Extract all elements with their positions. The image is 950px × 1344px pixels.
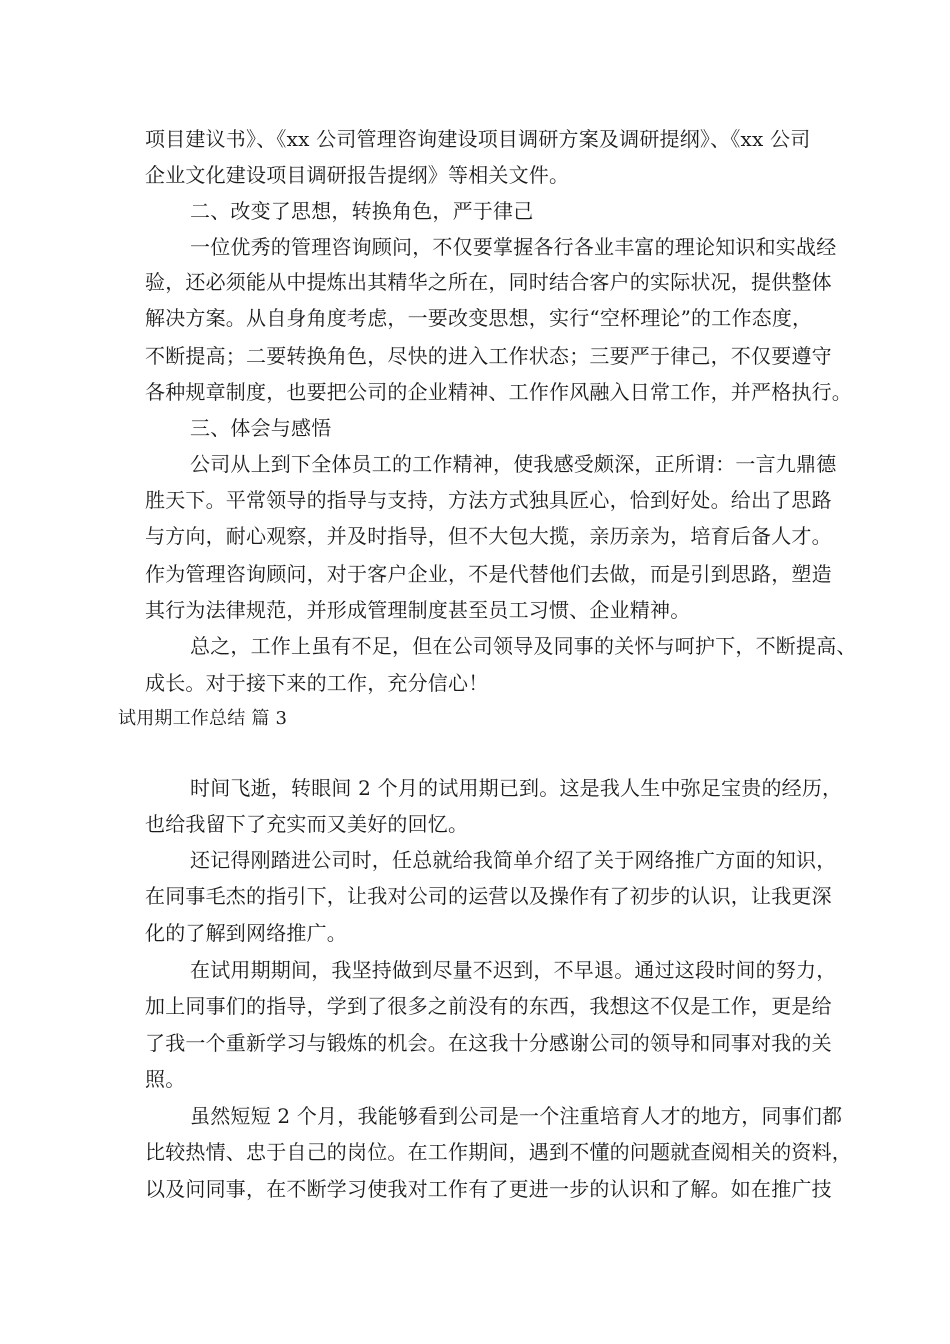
text-line: 加上同事们的指导，学到了很多之前没有的东西，我想这不仅是工作，更是给 xyxy=(145,994,832,1018)
text-line: 验，还必须能从中提炼出其精华之所在，同时结合客户的实际状况，提供整体 xyxy=(145,270,832,294)
text-line: 在试用期期间，我坚持做到尽量不迟到，不早退。通过这段时间的努力， xyxy=(190,958,837,982)
section-title: 试用期工作总结 篇 3 xyxy=(118,708,288,729)
text-line: 虽然短短 2 个月，我能够看到公司是一个注重培育人才的地方，同事们都 xyxy=(190,1104,843,1128)
section-heading: 三、体会与感悟 xyxy=(190,416,332,440)
text-line: 化的了解到网络推广。 xyxy=(145,921,347,945)
text-line: 时间飞逝，转眼间 2 个月的试用期已到。这是我人生中弥足宝贵的经历， xyxy=(190,776,843,800)
text-line: 一位优秀的管理咨询顾问，不仅要掌握各行各业丰富的理论知识和实战经 xyxy=(190,235,837,259)
section-heading: 二、改变了思想，转换角色，严于律己 xyxy=(190,199,534,223)
text-line: 还记得刚踏进公司时，任总就给我简单介绍了关于网络推广方面的知识， xyxy=(190,848,837,872)
text-line: 比较热情、忠于自己的岗位。在工作期间，遇到不懂的问题就查阅相关的资料， xyxy=(145,1140,852,1164)
text-line: 企业文化建设项目调研报告提纲》等相关文件。 xyxy=(145,163,570,187)
text-line: 在同事毛杰的指引下，让我对公司的运营以及操作有了初步的认识，让我更深 xyxy=(145,884,832,908)
text-line: 总之，工作上虽有不足，但在公司领导及同事的关怀与呵护下，不断提高、 xyxy=(190,634,857,658)
text-line: 项目建议书》、《xx 公司管理咨询建设项目调研方案及调研提纲》、《xx 公司 xyxy=(145,127,811,151)
text-line: 与方向，耐心观察，并及时指导，但不大包大揽，亲历亲为，培育后备人才。 xyxy=(145,524,832,548)
text-line: 各种规章制度，也要把公司的企业精神、工作作风融入日常工作，并严格执行。 xyxy=(145,380,852,404)
text-line: 以及问同事，在不断学习使我对工作有了更进一步的认识和了解。如在推广技 xyxy=(145,1177,832,1201)
text-line: 照。 xyxy=(145,1067,186,1091)
text-line: 成长。对于接下来的工作，充分信心！ xyxy=(145,671,489,695)
text-line: 也给我留下了充实而又美好的回忆。 xyxy=(145,812,469,836)
text-line: 解决方案。从自身角度考虑，一要改变思想，实行“空杯理论”的工作态度， xyxy=(145,306,813,330)
text-line: 其行为法律规范，并形成管理制度甚至员工习惯、企业精神。 xyxy=(145,598,691,622)
text-line: 胜天下。平常领导的指导与支持，方法方式独具匠心，恰到好处。给出了思路 xyxy=(145,488,832,512)
text-line: 不断提高；二要转换角色，尽快的进入工作状态；三要严于律己，不仅要遵守 xyxy=(145,344,832,368)
text-line: 公司从上到下全体员工的工作精神，使我感受颇深，正所谓：一言九鼎德 xyxy=(190,452,837,476)
text-line: 了我一个重新学习与锻炼的机会。在这我十分感谢公司的领导和同事对我的关 xyxy=(145,1031,832,1055)
text-line: 作为管理咨询顾问，对于客户企业，不是代替他们去做，而是引到思路，塑造 xyxy=(145,562,832,586)
